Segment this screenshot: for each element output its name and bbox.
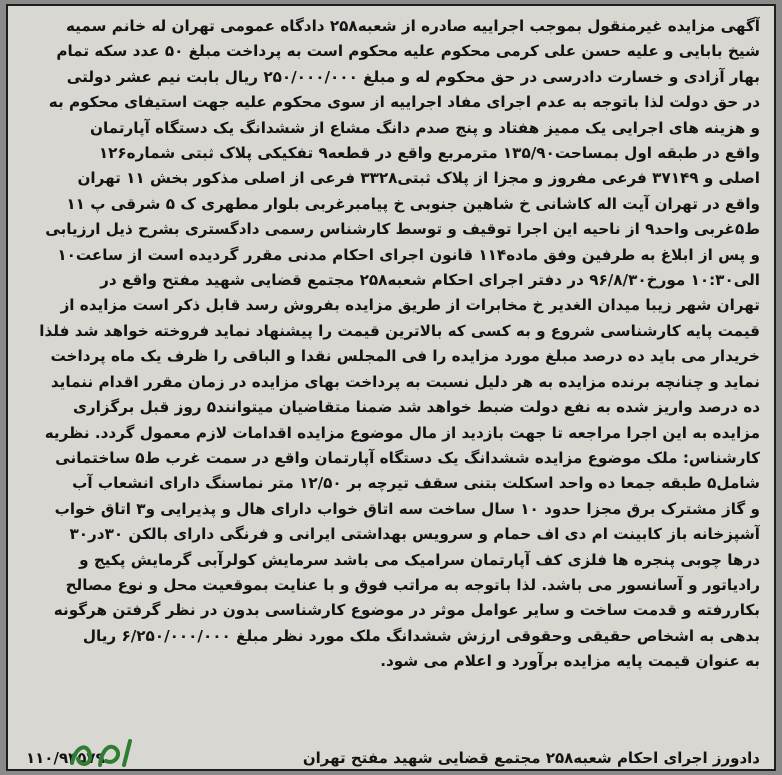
notice-line: آگهی مزایده غیرمنقول بموجب اجراییه صادره از شعبه۲۵۸ دادگاه عمومی تهران له خانم سمیه <box>65 17 760 35</box>
notice-line: رادیاتور و آسانسور می باشد. لذا باتوجه به مراتب فوق و با عنایت بموقعیت محل و نوع مصالح <box>65 575 760 594</box>
notice-line: و گاز مشترک برق مجزا حدود ۱۰ سال ساخت سه اتاق خواب دارای هال و پذیرایی و۳ اتاق خواب <box>54 499 760 518</box>
notice-line: و هزینه های اجرایی یک ممیز هفتاد و پنج صدم دانگ مشاع از ششدانگ یک دستگاه آپارتمان <box>89 118 760 137</box>
notice-line: تهران شهر زیبا میدان الغدیر خ مخابرات از طریق مزایده بفروش رسد قابل ذکر است مزایده از <box>60 296 760 315</box>
notice-line: در حق دولت لذا باتوجه به عدم اجرای مفاد اجراییه از سوی محکوم علیه جهت استیفای محکوم به <box>48 93 760 112</box>
notice-line: ط۵غربی واحد۹ از ناحیه این اجرا توقیف و توسط کارشناس رسمی دادگستری بشرح ذیل ارزیابی <box>45 220 760 239</box>
notice-line: ده درصد واریز شده به نفع دولت ضبط خواهد شد ضمنا متقاضیان میتوانند۵ روز قبل برگزاری <box>73 398 760 417</box>
notice-line: به عنوان قیمت پایه مزایده برآورد و اعلام می شود. <box>380 652 760 671</box>
notice-line: مزایده به این اجرا مراجعه تا جهت بازدید از مال موضوع مزایده اقدامات لازم معمول گردد. نظریه <box>44 423 760 442</box>
notice-line: نماید و چنانچه برنده مزایده به هر دلیل نسبت به پرداخت بهای مزایده در زمان مقرر اقدام ننماید <box>50 372 760 391</box>
notice-line: اصلی و ۳۷۱۴۹ فرعی مفروز و مجزا از پلاک ثبتی۳۳۲۸ فرعی از اصلی مذکور بخش ۱۱ تهران <box>77 169 760 188</box>
auction-notice-body <box>8 6 774 675</box>
notice-line: آشپزخانه باز کابینت ام دی اف حمام و سرویس بهداشتی ایرانی و فرنگی دارای بالکن ۳۰در۳۰ <box>69 525 760 544</box>
notice-line: الی۱۰:۳۰ مورخ۹۶/۸/۳۰ در دفتر اجرای احکام شعبه۲۵۸ مجتمع قضایی شهید مفتح واقع در <box>100 271 760 290</box>
notice-line: و پس از ابلاغ به طرفین وفق ماده۱۱۴ قانون اجرای احکام مدنی مقرر گردیده است از ساعت۱۰ <box>57 245 760 264</box>
notice-line: بدهی به اشخاص حقیقی وحقوقی ارزش ششدانگ ملک مورد نظر مبلغ ۶/۲۵۰/۰۰۰/۰۰۰ ریال <box>82 626 760 645</box>
notice-line: قیمت پایه کارشناسی شروع و به کسی که بالاترین قیمت را پیشنهاد نماید فروخته خواهد شد فلذا <box>39 321 760 340</box>
issuing-office: دادورز اجرای احکام شعبه۲۵۸ مجتمع قضایی شهید مفتح تهران <box>302 749 760 767</box>
notice-line: بکاررفته و قدمت ساخت و سایر عوامل موثر در موضوع کارشناسی بدون در نظر گرفتن هرگونه <box>53 601 760 620</box>
notice-code: ۱۱۰/۹۳۵۷۹ <box>26 749 105 767</box>
notice-line: شیخ بابایی و علیه حسن علی کرمی محکوم علیه محکوم است به پرداخت مبلغ ۵۰ عدد سکه تمام <box>56 42 760 61</box>
green-handwritten-mark-icon <box>66 735 136 769</box>
notice-line: شامل۵ طبقه جمعا ده واحد اسکلت بتنی سقف تیرچه بر ۱۲/۵۰ متر نماسنگ دارای انشعاب آب <box>72 474 760 493</box>
notice-line: کارشناس: ملک موضوع مزایده ششدانگ یک دستگاه آپارتمان واقع در سمت غرب ط۵ ساختمانی <box>55 448 760 467</box>
notice-line: درها چوبی پنجره ها فلزی کف آپارتمان سرامیک می باشد سرمایش کولرآبی گرمایش پکیج و <box>79 550 760 569</box>
notice-line: واقع در طبقه اول بمساحت۱۳۵/۹۰ مترمربع واقع در قطعه۹ تفکیکی پلاک ثبتی شماره۱۲۶ <box>98 144 760 163</box>
newspaper-notice-clipping <box>6 4 776 771</box>
notice-line: واقع در تهران آیت اله کاشانی خ شاهین جنوبی خ پیامبرغربی بلوار مطهری ک ۵ شرقی پ ۱۱ <box>66 194 760 213</box>
notice-line: خریدار می باید ده درصد مبلغ مورد مزایده را فی المجلس نقدا و الباقی را ظرف یک ماه پرداخت <box>50 347 760 366</box>
notice-line: بهار آزادی و خسارت دادرسی در حق محکوم له و مبلغ ۲۵۰/۰۰۰/۰۰۰ ریال بابت نیم عشر دولتی <box>66 67 760 86</box>
